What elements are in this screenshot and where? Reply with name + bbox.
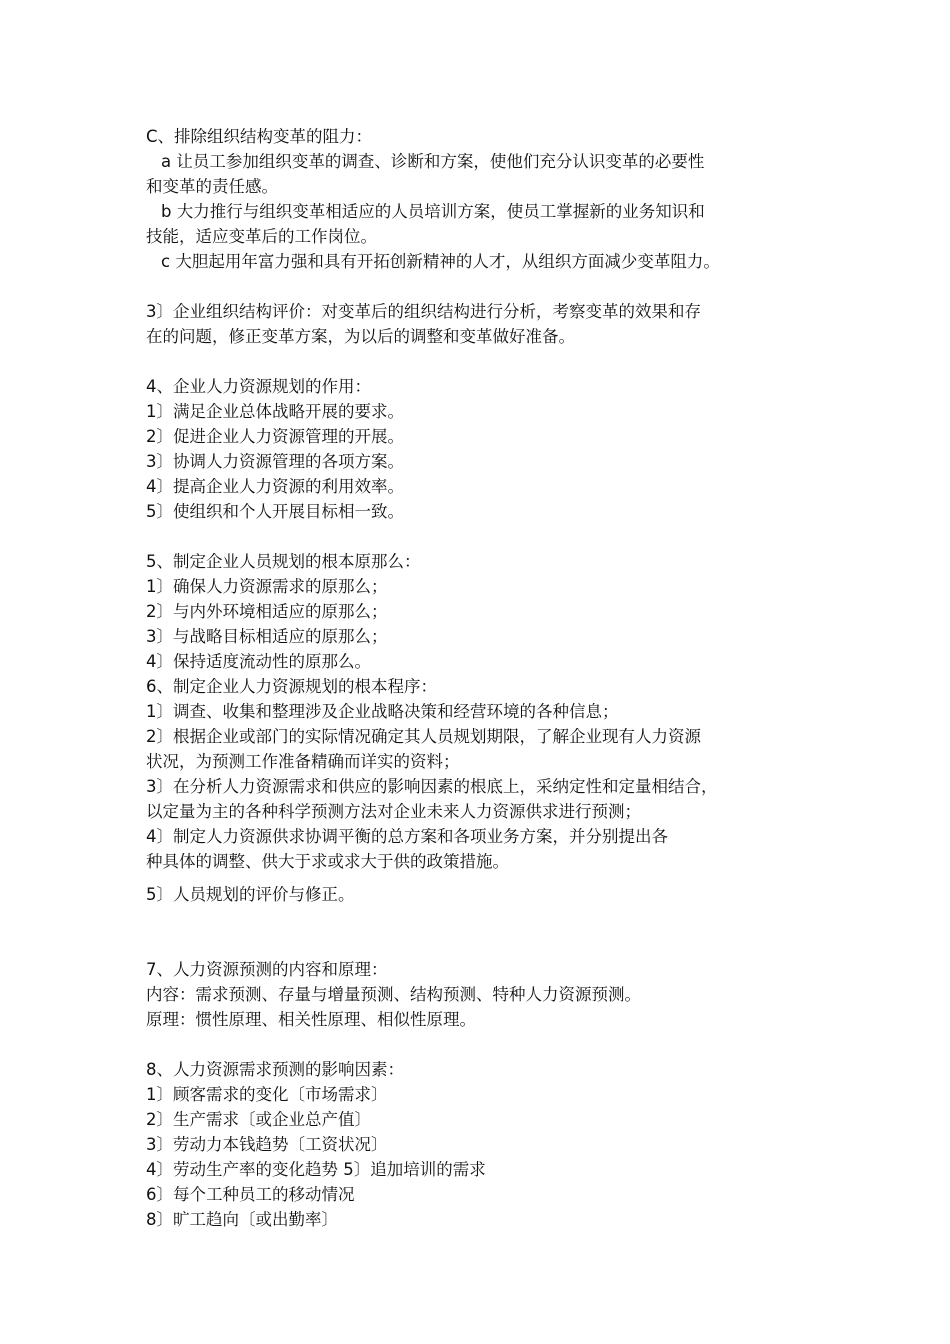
procedure-item-2-line-2: 状况，为预测工作准备精确而详实的资料； [146,752,460,771]
list-item: 4〕提高企业人力资源的利用效率。 [146,477,404,496]
list-item: 2〕促进企业人力资源管理的开展。 [146,427,404,446]
document-page [146,124,816,1232]
section-4-heading: 4、企业人力资源规划的作用： [146,377,371,396]
paragraph-b-line-2: 技能，适应变革后的工作岗位。 [146,227,377,246]
list-item: 8〕旷工趋向〔或出勤率〕 [146,1210,338,1229]
list-item: 5〕使组织和个人开展目标相一致。 [146,502,404,521]
list-item: 2〕生产需求〔或企业总产值〕 [146,1110,371,1129]
list-item: 3〕劳动力本钱趋势〔工资状况〕 [146,1135,388,1154]
paragraph-b-line-1: b 大力推行与组织变革相适应的人员培训方案，使员工掌握新的业务知识和 [161,202,705,221]
section-c-heading: C、排除组织结构变革的阻力： [146,127,373,146]
paragraph-c-line-1: c 大胆起用年富力强和具有开拓创新精神的人才，从组织方面减少变革阻力。 [161,252,720,271]
list-item: 4〕劳动生产率的变化趋势 5〕追加培训的需求 [146,1160,486,1179]
procedure-item-3-line-2: 以定量为主的各种科学预测方法对企业未来人力资源供求进行预测； [146,802,641,821]
evaluation-line-2: 在的问题，修正变革方案，为以后的调整和变革做好准备。 [146,327,575,346]
paragraph-a-line-1: a 让员工参加组织变革的调查、诊断和方案，使他们充分认识变革的必要性 [161,152,705,171]
section-5-heading: 5、制定企业人员规划的根本原那么： [146,552,421,571]
procedure-item-4-line-1: 4〕制定人力资源供求协调平衡的总方案和各项业务方案，并分别提出各 [146,827,668,846]
section-6-heading: 6、制定企业人力资源规划的根本程序： [146,677,437,696]
list-item: 6〕每个工种员工的移动情况 [146,1185,355,1204]
procedure-item-4-line-2: 种具体的调整、供大于求或求大于供的政策措施。 [146,852,509,871]
list-item: 3〕与战略目标相适应的原那么； [146,627,388,646]
list-item: 3〕协调人力资源管理的各项方案。 [146,452,404,471]
evaluation-line-1: 3〕企业组织结构评价：对变革后的组织结构进行分析，考察变革的效果和存 [146,302,701,321]
procedure-item-5: 5〕人员规划的评价与修正。 [146,885,355,904]
section-7-heading: 7、人力资源预测的内容和原理： [146,960,388,979]
list-item: 2〕与内外环境相适应的原那么； [146,602,388,621]
list-item: 1〕满足企业总体战略开展的要求。 [146,402,404,421]
procedure-item-3-line-1: 3〕在分析人力资源需求和供应的影响因素的根底上，采纳定性和定量相结合， [146,777,718,796]
forecast-principle: 原理：惯性原理、相关性原理、相似性原理。 [146,1010,476,1029]
list-item: 1〕顾客需求的变化〔市场需求〕 [146,1085,388,1104]
forecast-content: 内容：需求预测、存量与增量预测、结构预测、特种人力资源预测。 [146,985,641,1004]
procedure-item-1: 1〕调查、收集和整理涉及企业战略决策和经营环境的各种信息； [146,702,619,721]
list-item: 1〕确保人力资源需求的原那么； [146,577,388,596]
section-8-heading: 8、人力资源需求预测的影响因素： [146,1060,404,1079]
list-item: 4〕保持适度流动性的原那么。 [146,652,371,671]
paragraph-a-line-2: 和变革的责任感。 [146,177,278,196]
procedure-item-2-line-1: 2〕根据企业或部门的实际情况确定其人员规划期限，了解企业现有人力资源 [146,727,701,746]
